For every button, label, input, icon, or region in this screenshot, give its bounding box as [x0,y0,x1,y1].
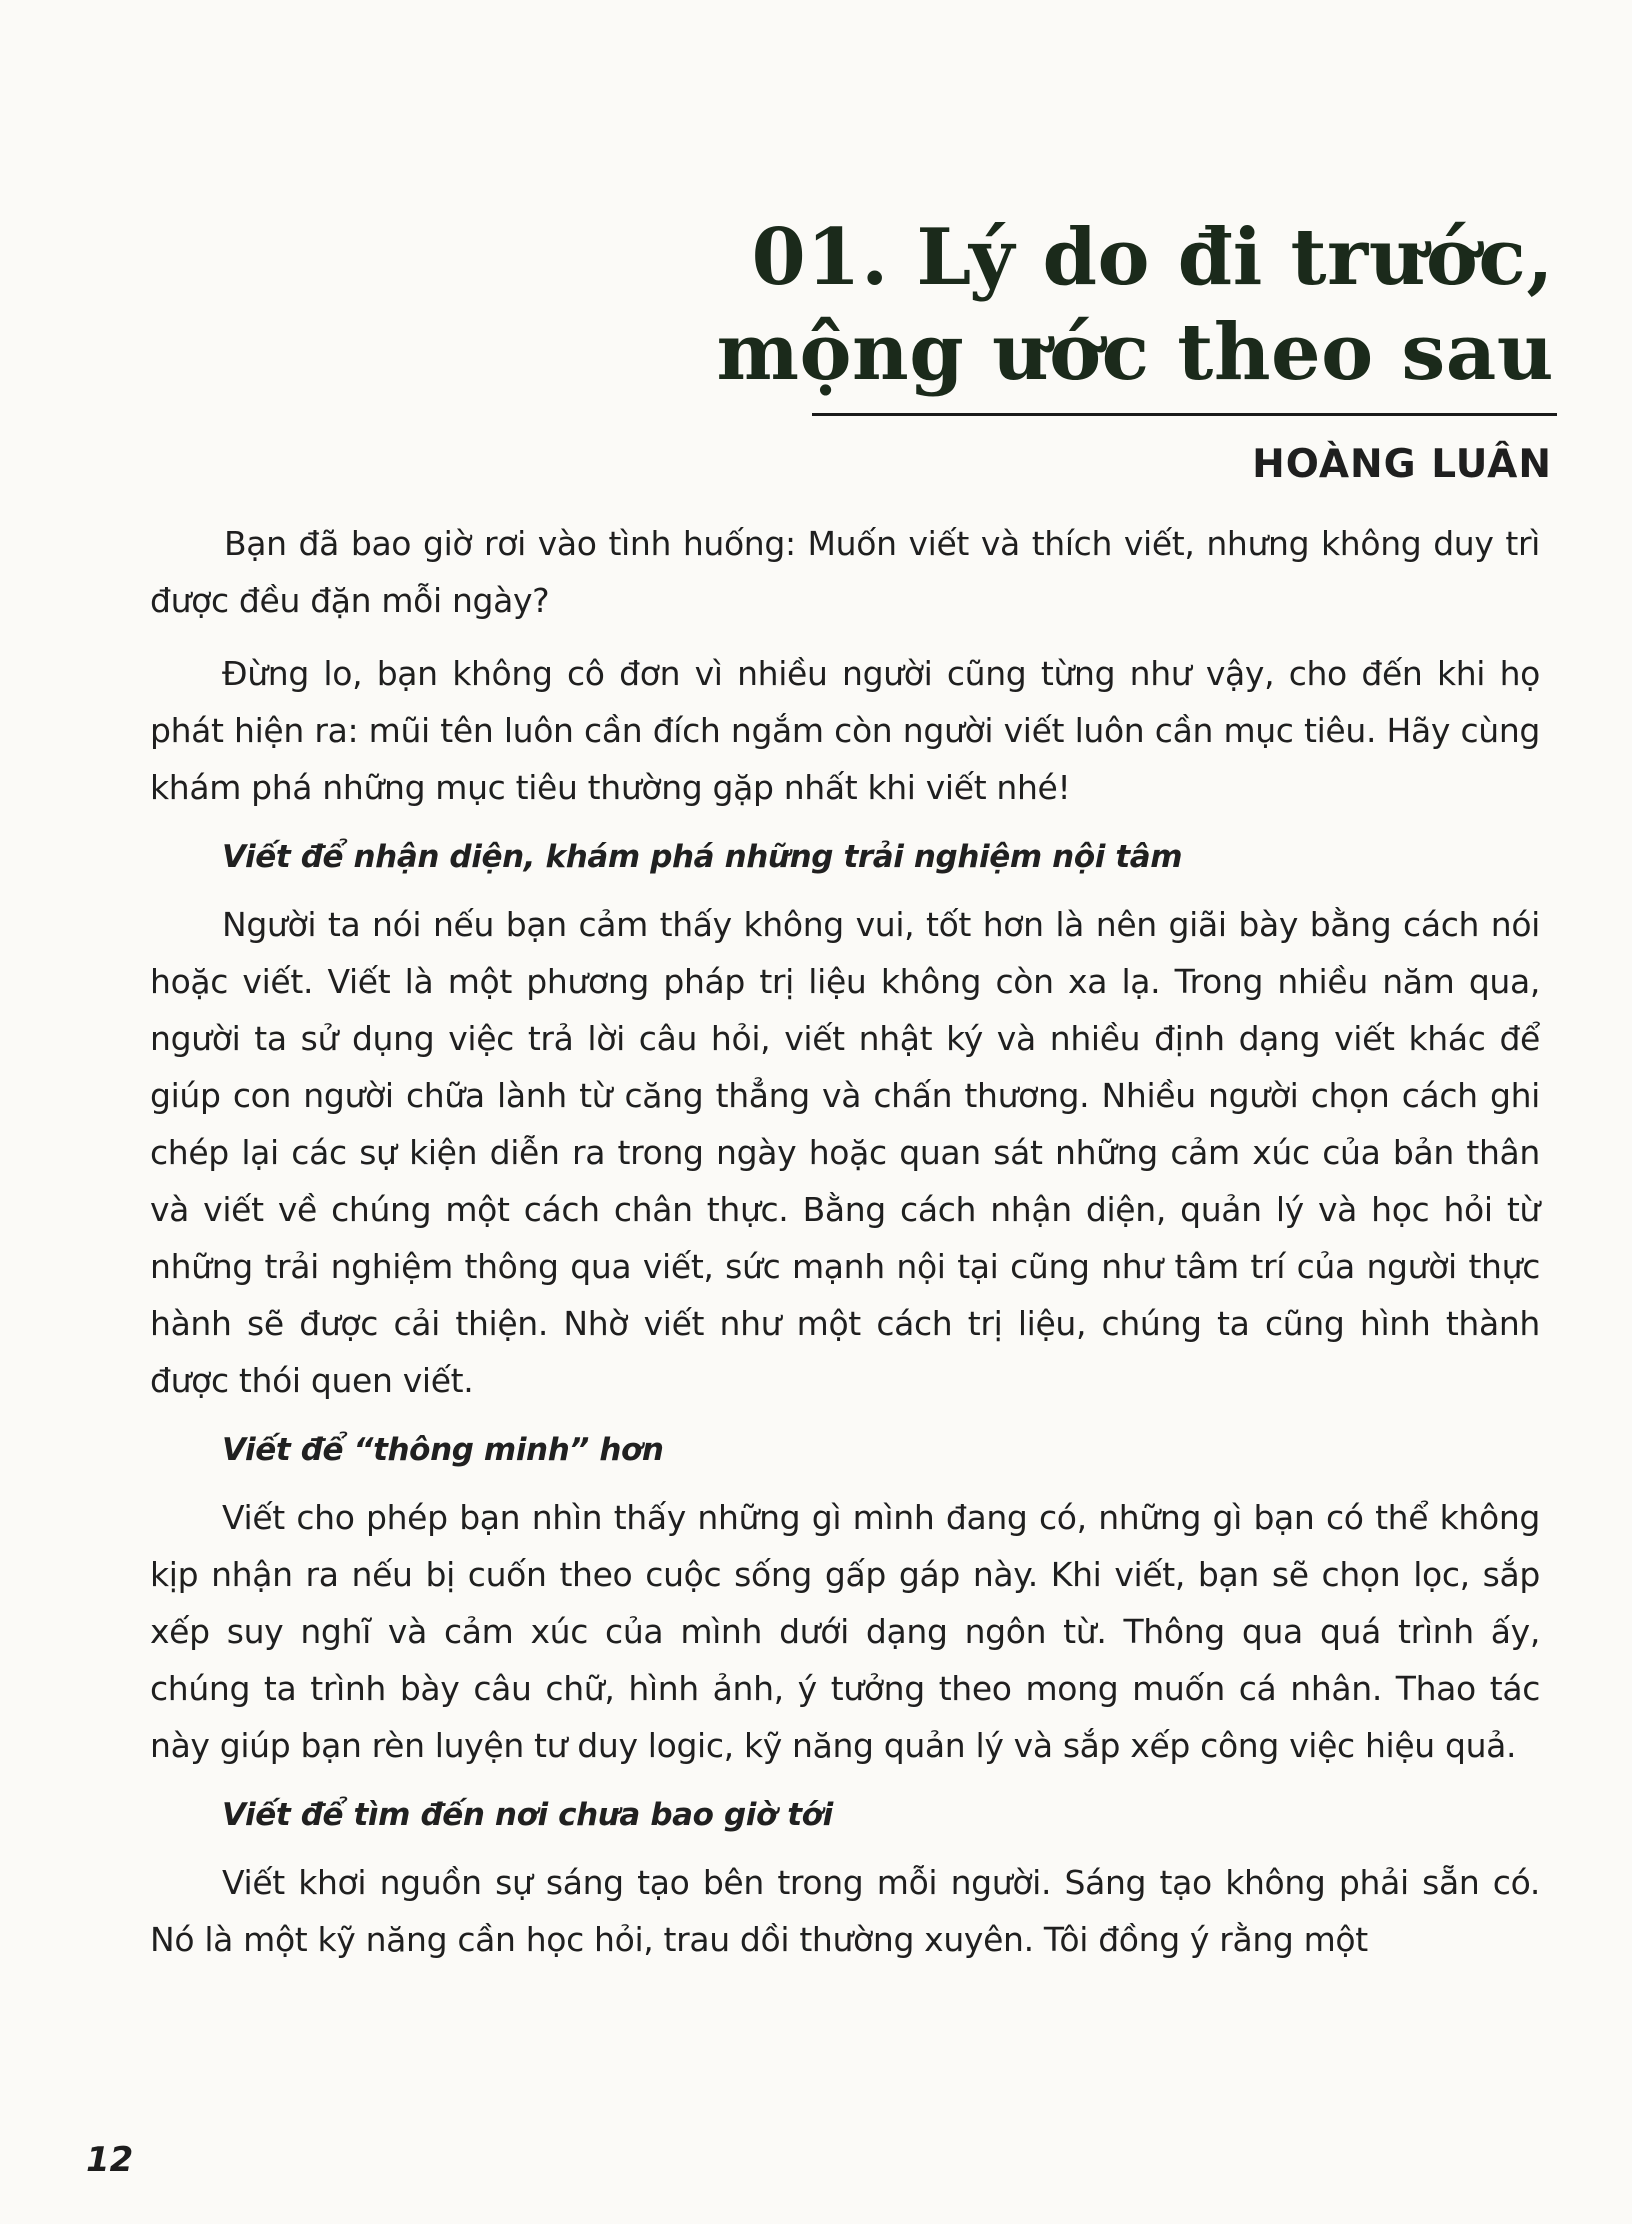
section-heading-1: Viết để nhận diện, khám phá những trải nghiệm nội tâm [222,839,1183,875]
title-underline-divider [812,413,1557,416]
page-number: 12 [86,2140,134,2180]
section-paragraph-1: Người ta nói nếu bạn cảm thấy không vui, tốt hơn là nên giãi bày bằng cách nói hoặc viết. Viết là một phương pháp trị liệu không còn xa lạ. Trong nhiều năm qua, người ta sử dụng việc trả lời câu hỏi, viết nhật ký và nhiều định dạng viết khác để giúp con người chữa lành từ căng thẳng và chấn thương. Nhiều người chọn cách ghi chép lại các sự kiện diễn ra trong ngày hoặc quan sát những cảm xúc của bản thân và viết về chúng một cách chân thực. Bằng cách nhận diện, quản lý và học hỏi từ những trải nghiệm thông qua viết, sức mạnh nội tại cũng như tâm trí của người thực hành sẽ được cải thiện. Nhờ viết như một cách trị liệu, chúng ta cũng hình thành được thói quen viết. [150,905,1540,1400]
section-paragraph-3: Viết khơi nguồn sự sáng tạo bên trong mỗi người. Sáng tạo không phải sẵn có. Nó là một kỹ năng cần học hỏi, trau dồi thường xuyên. Tôi đồng ý rằng một [150,1863,1540,1959]
section-heading-2: Viết để “thông minh” hơn [222,1432,664,1468]
chapter-title [694,210,1554,400]
section-heading-3: Viết để tìm đến nơi chưa bao giờ tới [222,1797,833,1833]
section-paragraph-2: Viết cho phép bạn nhìn thấy những gì mình đang có, những gì bạn có thể không kịp nhận ra nếu bị cuốn theo cuộc sống gấp gáp này. Khi viết, bạn sẽ chọn lọc, sắp xếp suy nghĩ và cảm xúc của mình dưới dạng ngôn từ. Thông qua quá trình ấy, chúng ta trình bày câu chữ, hình ảnh, ý tưởng theo mong muốn cá nhân. Thao tác này giúp bạn rèn luyện tư duy logic, kỹ năng quản lý và sắp xếp công việc hiệu quả. [150,1498,1540,1765]
article-body [150,515,1540,1984]
intro-paragraph-2: Đừng lo, bạn không cô đơn vì nhiều người cũng từng như vậy, cho đến khi họ phát hiện ra: mũi tên luôn cần đích ngắm còn người viết luôn cần mục tiêu. Hãy cùng khám phá những mục tiêu thường gặp nhất khi viết nhé! [150,654,1540,807]
intro-paragraph-1: Bạn đã bao giờ rơi vào tình huống: Muốn viết và thích viết, nhưng không duy trì được đều đặn mỗi ngày? [150,524,1540,620]
chapter-title-line-1: 01. Lý do đi trước, [751,212,1554,303]
author-name: HOÀNG LUÂN [1252,442,1552,487]
chapter-title-line-2: mộng ước theo sau [716,307,1554,398]
